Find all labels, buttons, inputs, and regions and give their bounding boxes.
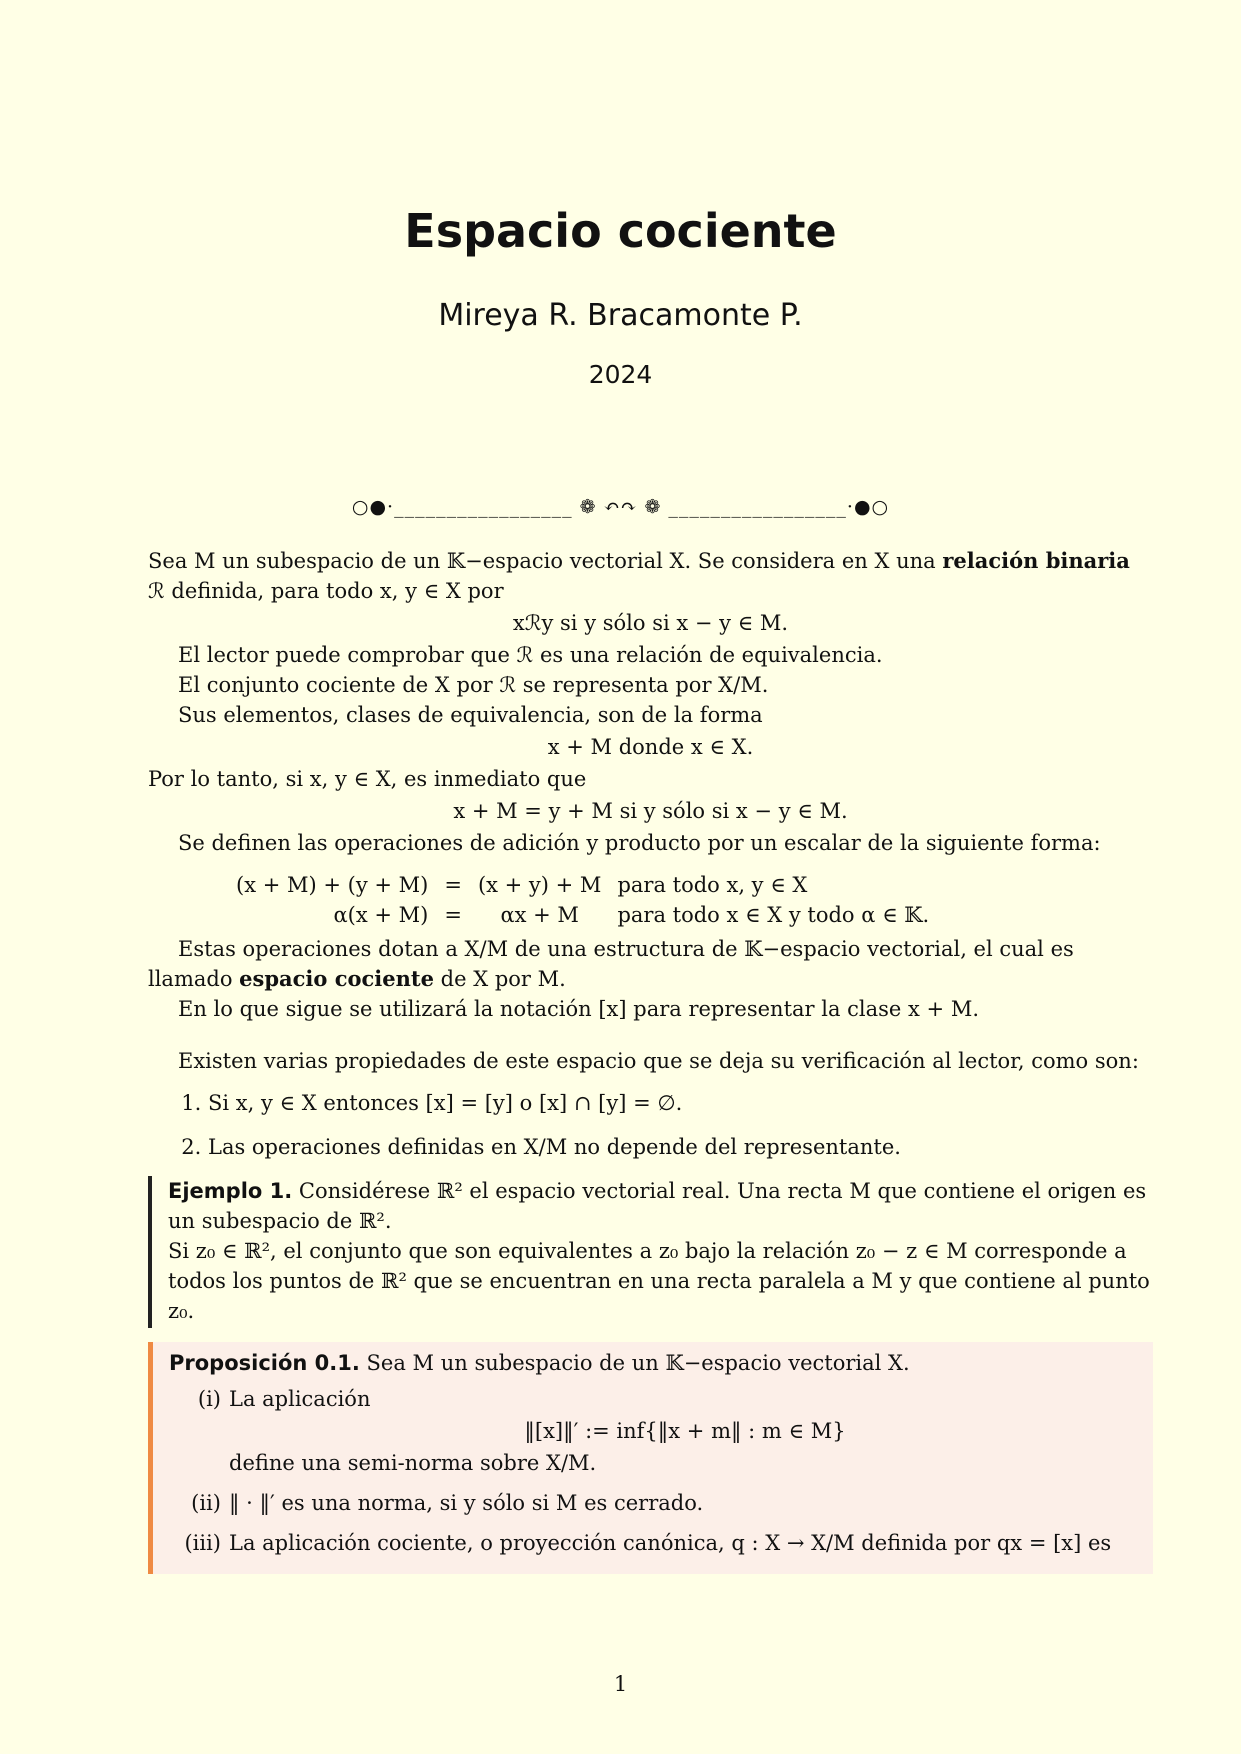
example-box [148, 1176, 1153, 1328]
display-equation-relation: xℛy si y sólo si x − y ∈ M. [512, 611, 789, 635]
paragraph-properties: Existen varias propiedades de este espacio que se deja su verificación al lector, como son: [178, 1049, 1139, 1073]
paragraph-operations: Se definen las operaciones de adición y producto por un escalar de la siguiente forma: [178, 831, 1101, 855]
main-text [148, 546, 1153, 1574]
display-equation-class: x + M donde x ∈ X. [547, 735, 754, 759]
author-name: Mireya R. Bracamonte P. [438, 298, 803, 333]
proposition-label: Proposición 0.1. [169, 1351, 360, 1375]
proposition-box [148, 1342, 1153, 1574]
term-espacio-cociente: espacio cociente [239, 966, 434, 991]
seminorm-formula: ‖[x]‖′ := inf{‖x + m‖ : m ∈ M} [524, 1419, 846, 1443]
publication-year: 2024 [588, 360, 653, 389]
paragraph-quotient-set: El conjunto cociente de X por ℛ se representa por X/M. [178, 673, 769, 697]
page-number: 1 [613, 1672, 628, 1696]
list-item: 1. Si x, y ∈ X entonces [x] = [y] o [x] ∩ [y] = ∅. [208, 1088, 1153, 1118]
example-text-2: Si z₀ ∈ ℝ², el conjunto que son equivalentes a z₀ bajo la relación z₀ − z ∈ M corresponde a todos los puntos de ℝ² que se encuentran en una recta paralela a M y que contiene al punto z₀. [168, 1239, 1150, 1323]
paragraph-notation: En lo que sigue se utilizará la notación [x] para representar la clase x + M. [178, 997, 980, 1021]
list-item: (iii) La aplicación cociente, o proyección canónica, q : X → X/M definida por qx = [x] es [184, 1531, 1112, 1555]
paragraph-equivalence: El lector puede comprobar que ℛ es una relación de equivalencia. [178, 643, 883, 667]
term-relacion-binaria: relación binaria [942, 548, 1130, 573]
operations-equations [148, 870, 1153, 930]
list-item: 2. Las operaciones definidas en X/M no depende del representante. [208, 1132, 1153, 1162]
example-text-1: Considérese ℝ² el espacio vectorial real. Una recta M que contiene el origen es un subespacio de ℝ². [168, 1179, 1147, 1233]
list-item: (i) La aplicación ‖[x]‖′ := inf{‖x + m‖ : m ∈ M} define una semi-norma sobre X/M. [169, 1384, 1141, 1478]
list-item: (ii) ‖ · ‖′ es una norma, si y sólo si M es cerrado. [191, 1491, 704, 1515]
paragraph-intro: Sea M un subespacio de un 𝕂−espacio vectorial X. Se considera en X una relación binaria ℛ definida, para todo x, y ∈ X por [148, 548, 1130, 603]
paragraph-structure: Estas operaciones dotan a X/M de una estructura de 𝕂−espacio vectorial, el cual es llamado espacio cociente de X por M. [148, 937, 1074, 991]
ornamental-divider: ○●·_________________ ❁ ↶↷ ❁ _________________·●○ [351, 496, 890, 518]
proposition-intro: Sea M un subespacio de un 𝕂−espacio vectorial X. [366, 1351, 910, 1375]
proposition-items [169, 1384, 1141, 1558]
paragraph-therefore: Por lo tanto, si x, y ∈ X, es inmediato que [148, 767, 587, 791]
example-label: Ejemplo 1. [168, 1179, 293, 1203]
properties-list [148, 1088, 1153, 1162]
paragraph-elements: Sus elementos, clases de equivalencia, son de la forma [178, 703, 763, 727]
operation-scalar: α(x + M) = αx + M para todo x ∈ X y todo α ∈ 𝕂. [333, 903, 930, 927]
display-equation-equality: x + M = y + M si y sólo si x − y ∈ M. [453, 799, 848, 823]
document-title: Espacio cociente [404, 204, 837, 258]
operation-addition: (x + M) + (y + M) = (x + y) + M para todo x, y ∈ X [236, 873, 808, 897]
